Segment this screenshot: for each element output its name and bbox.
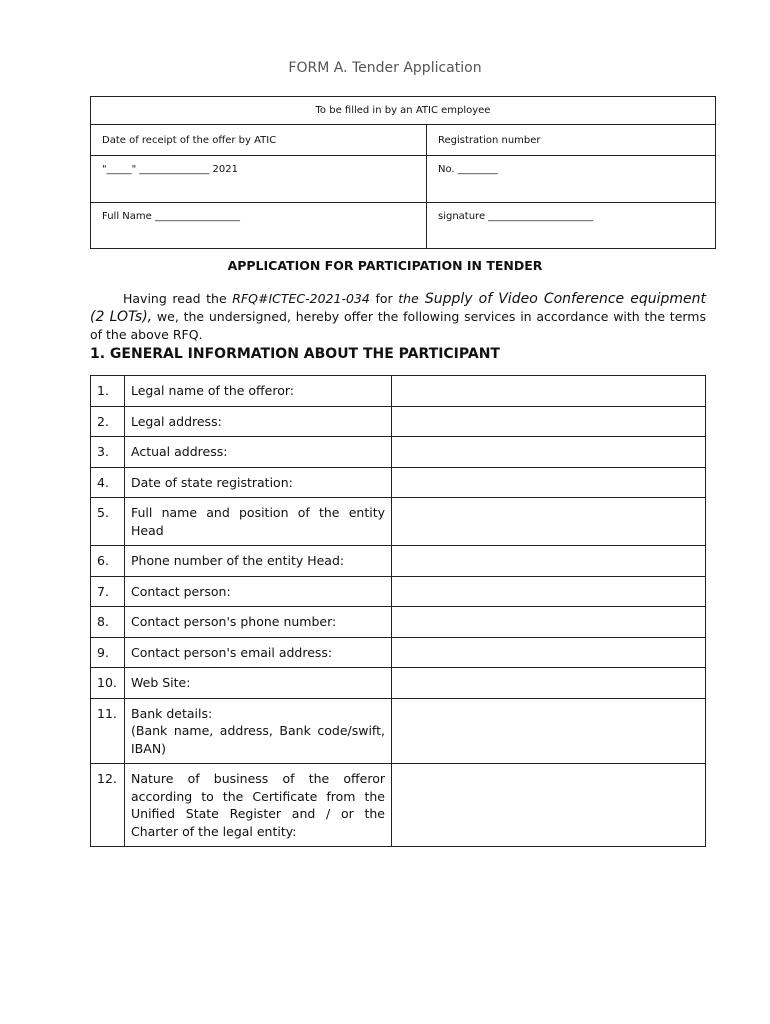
row-label: Contact person's email address: — [125, 637, 392, 668]
atic-table-header: To be filled in by an ATIC employee — [91, 97, 716, 125]
table-row — [91, 576, 706, 607]
row-value-field[interactable] — [392, 406, 706, 437]
row-value-field[interactable] — [392, 546, 706, 577]
intro-text-3: we, the undersigned, hereby offer the following services in accordance with the terms of the above RFQ. — [90, 309, 707, 342]
table-row — [91, 607, 706, 638]
table-row — [91, 668, 706, 699]
row-value-field[interactable] — [392, 668, 706, 699]
table-row — [91, 467, 706, 498]
table-row — [91, 698, 706, 764]
signature-field[interactable]: signature _____________________ — [427, 203, 716, 249]
full-name-field[interactable]: Full Name _________________ — [91, 203, 427, 249]
table-row — [91, 406, 706, 437]
row-value-field[interactable] — [392, 576, 706, 607]
registration-number-label: Registration number — [427, 125, 716, 156]
intro-text-1: Having read the — [123, 291, 233, 306]
row-number: 5. — [91, 498, 125, 546]
row-value-field[interactable] — [392, 764, 706, 847]
row-value-field[interactable] — [392, 498, 706, 546]
row-number: 9. — [91, 637, 125, 668]
atic-registration-table — [90, 96, 716, 249]
row-label: Legal name of the offeror: — [125, 376, 392, 407]
row-label: Actual address: — [125, 437, 392, 468]
intro-the: the — [398, 291, 419, 306]
intro-paragraph — [90, 290, 706, 344]
row-label: Legal address: — [125, 406, 392, 437]
form-title: FORM A. Tender Application — [288, 60, 482, 76]
row-value-field[interactable] — [392, 607, 706, 638]
section-heading: 1. GENERAL INFORMATION ABOUT THE PARTICIPANT — [90, 346, 500, 362]
table-row — [91, 637, 706, 668]
row-number: 2. — [91, 406, 125, 437]
intro-text-2: for — [369, 291, 399, 306]
table-row — [91, 546, 706, 577]
row-number: 3. — [91, 437, 125, 468]
row-value-field[interactable] — [392, 637, 706, 668]
row-value-field[interactable] — [392, 698, 706, 764]
row-number: 4. — [91, 467, 125, 498]
row-number: 1. — [91, 376, 125, 407]
date-of-receipt-label: Date of receipt of the offer by ATIC — [91, 125, 427, 156]
table-row — [91, 437, 706, 468]
registration-number-field[interactable]: No. ________ — [427, 156, 716, 203]
row-value-field[interactable] — [392, 467, 706, 498]
table-row — [91, 376, 706, 407]
row-label: Date of state registration: — [125, 467, 392, 498]
row-label: Contact person's phone number: — [125, 607, 392, 638]
row-value-field[interactable] — [392, 437, 706, 468]
row-number: 8. — [91, 607, 125, 638]
rfq-reference: RFQ#ICTEC-2021-034 — [232, 291, 370, 306]
table-row — [91, 764, 706, 847]
table-row — [91, 498, 706, 546]
row-label: Nature of business of the offeror according to the Certificate from the Unified State Register and / or the Charter of the legal entity: — [125, 764, 392, 847]
row-number: 12. — [91, 764, 125, 847]
row-label: Contact person: — [125, 576, 392, 607]
row-number: 10. — [91, 668, 125, 699]
row-number: 6. — [91, 546, 125, 577]
row-label: Web Site: — [125, 668, 392, 699]
row-value-field[interactable] — [392, 376, 706, 407]
application-heading: APPLICATION FOR PARTICIPATION IN TENDER — [227, 258, 543, 273]
row-number: 7. — [91, 576, 125, 607]
tender-subject: Supply of Video Conference equipment (2 LOTs), — [90, 291, 706, 325]
participant-info-table — [90, 375, 706, 847]
row-label: Phone number of the entity Head: — [125, 546, 392, 577]
row-label: Full name and position of the entity Head — [125, 498, 392, 546]
date-of-receipt-field[interactable]: "_____" ______________ 2021 — [91, 156, 427, 203]
row-label: Bank details: (Bank name, address, Bank code/swift, IBAN) — [125, 698, 392, 764]
row-number: 11. — [91, 698, 125, 764]
